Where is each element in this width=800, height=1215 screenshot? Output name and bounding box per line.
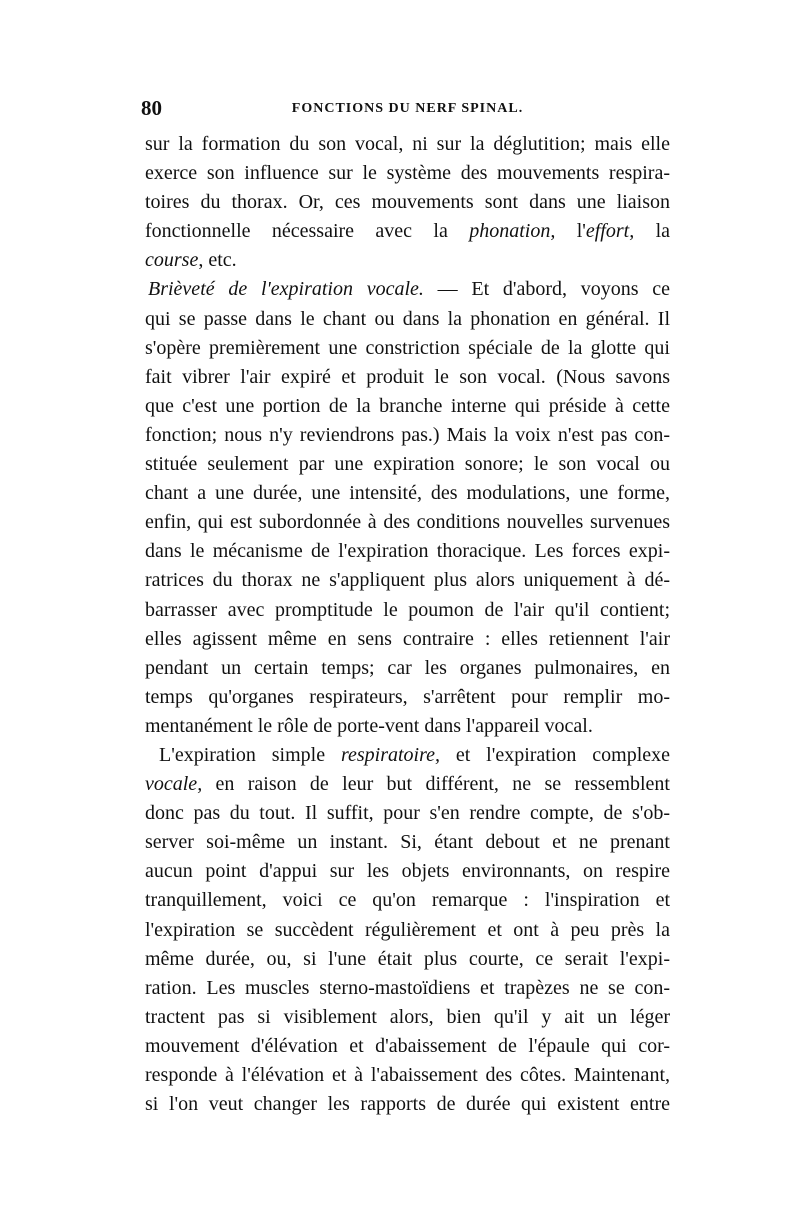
body-text bbox=[145, 130, 670, 1119]
paragraph-1 bbox=[145, 130, 670, 275]
text-line: barrasser avec promptitude le poumon de l'air qu'il contient; bbox=[145, 598, 670, 621]
text-segment: — Et d'abord, voyons ce bbox=[423, 278, 670, 301]
text-line: stituée seulement par une expiration sonore; le son vocal ou bbox=[145, 453, 670, 476]
text-line: dans le mécanisme de l'expiration thoracique. Les forces expi- bbox=[145, 540, 670, 563]
text-line: fait vibrer l'air expiré et produit le son vocal. (Nous savons bbox=[145, 365, 670, 388]
paragraph-3 bbox=[145, 741, 670, 1119]
text-segment: en raison de leur but différent, ne se ressemblent bbox=[202, 773, 670, 796]
paragraph-2 bbox=[145, 275, 670, 741]
text-line: ration. Les muscles sterno-mastoïdiens et trapèzes ne se con- bbox=[145, 976, 670, 999]
italic-term-course: course bbox=[145, 249, 199, 272]
text-line: elles agissent même en sens contraire : elles retiennent l'air bbox=[145, 627, 670, 650]
text-line: exerce son influence sur le système des mouvements respira- bbox=[145, 162, 670, 185]
text-line: qui se passe dans le chant ou dans la phonation en général. Il bbox=[145, 307, 670, 330]
text-line bbox=[145, 770, 670, 799]
page-number: 80 bbox=[141, 96, 162, 120]
book-page bbox=[141, 96, 670, 1119]
text-line: l'expiration se succèdent régulièrement et ont à peu près la bbox=[145, 918, 670, 941]
text-line: s'opère premièrement une constriction spéciale de la glotte qui bbox=[145, 336, 670, 359]
page-header bbox=[141, 96, 670, 130]
text-line: enfin, qui est subordonnée à des conditions nouvelles survenues bbox=[145, 511, 670, 534]
italic-term-effort: effort, bbox=[585, 220, 635, 243]
text-line: si l'on veut changer les rapports de durée qui existent entre bbox=[145, 1093, 670, 1116]
text-segment: l' bbox=[555, 220, 586, 243]
text-line: mouvement d'élévation et d'abaissement de l'épaule qui cor- bbox=[145, 1034, 670, 1057]
text-line bbox=[145, 741, 670, 770]
text-line: temps qu'organes respirateurs, s'arrêtent pour remplir mo- bbox=[145, 685, 670, 708]
italic-term-phonation: phonation, bbox=[469, 220, 556, 243]
text-line: pendant un certain temps; car les organes pulmonaires, en bbox=[145, 656, 670, 679]
text-line bbox=[145, 275, 670, 304]
text-segment: , etc. bbox=[198, 249, 237, 272]
text-line: responde à l'élévation et à l'abaissement des côtes. Maintenant, bbox=[145, 1064, 670, 1086]
text-segment: L'expiration simple bbox=[159, 743, 341, 766]
text-line: server soi-même un instant. Si, étant debout et ne prenant bbox=[145, 831, 670, 854]
text-line: aucun point d'appui sur les objets environnants, on respire bbox=[145, 860, 670, 883]
text-segment: fonctionnelle nécessaire avec la bbox=[145, 220, 470, 243]
text-segment: et l'expiration complexe bbox=[440, 743, 670, 766]
text-segment: la bbox=[634, 220, 670, 243]
text-line: tranquillement, voici ce qu'on remarque : l'inspiration et bbox=[145, 889, 670, 912]
text-line bbox=[145, 217, 670, 246]
text-line: tractent pas si visiblement alors, bien qu'il y ait un léger bbox=[145, 1005, 670, 1028]
text-line: donc pas du tout. Il suffit, pour s'en rendre compte, de s'ob- bbox=[145, 802, 670, 825]
text-line: mentanément le rôle de porte-vent dans l'appareil vocal. bbox=[145, 714, 593, 737]
section-title: Brièveté de l'expiration vocale. bbox=[148, 278, 424, 301]
italic-term-vocale: vocale, bbox=[145, 773, 203, 796]
text-line: sur la formation du son vocal, ni sur la déglutition; mais elle bbox=[145, 133, 670, 155]
text-line: ratrices du thorax ne s'appliquent plus alors uniquement à dé- bbox=[145, 569, 670, 592]
running-title: FONCTIONS DU NERF SPINAL. bbox=[291, 101, 524, 116]
text-line: que c'est une portion de la branche interne qui préside à cette bbox=[145, 394, 670, 417]
text-line bbox=[145, 246, 670, 275]
italic-term-respiratoire: respiratoire, bbox=[340, 743, 441, 766]
text-line: même durée, ou, si l'une était plus courte, ce serait l'expi- bbox=[145, 947, 670, 970]
text-line: fonction; nous n'y reviendrons pas.) Mais la voix n'est pas con- bbox=[145, 423, 670, 446]
text-line: chant a une durée, une intensité, des modulations, une forme, bbox=[145, 482, 670, 505]
text-line: toires du thorax. Or, ces mouvements sont dans une liaison bbox=[145, 191, 670, 214]
